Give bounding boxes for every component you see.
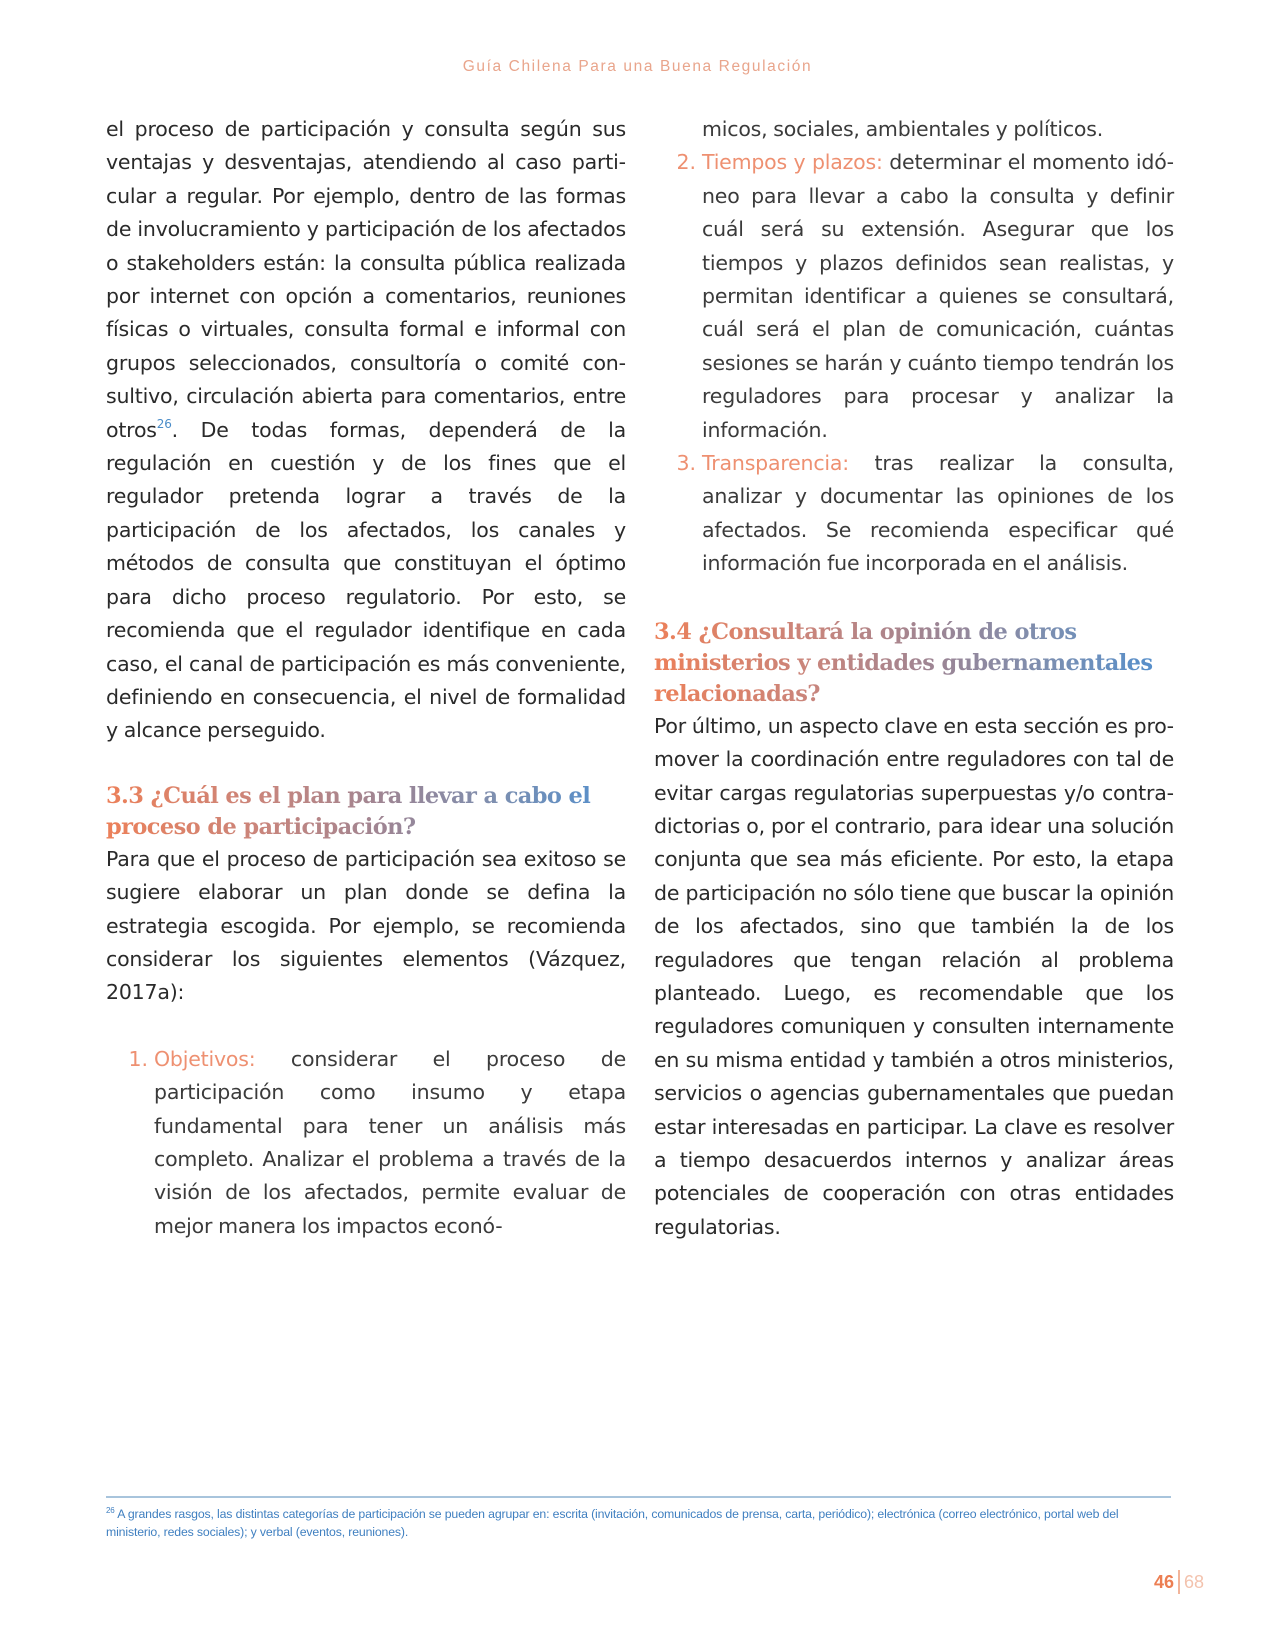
list-term: Tiempos y plazos:	[702, 150, 883, 175]
page-number	[1154, 1570, 1204, 1594]
left-column	[106, 113, 626, 1243]
list-term: Transparencia:	[702, 451, 849, 476]
section-3-4-heading: 3.4 ¿Consultará la opinión de otros ministerios y entidades gubernamentales relacionadas?	[654, 617, 1174, 710]
section-3-3-paragraph: Para que el proceso de participación sea exitoso se sugiere elaborar un plan donde se defina la estrategia escogida. Por ejemplo, se recomienda considerar los siguientes elementos (Vázquez, 2017a):	[106, 846, 626, 1005]
list-item-objetivos	[106, 1043, 626, 1243]
list-number: 3.	[676, 451, 696, 476]
running-header: Guía Chilena Para una Buena Regulación	[462, 58, 813, 75]
right-column	[654, 113, 1174, 1244]
intro-paragraph	[106, 113, 626, 748]
list-text: micos, sociales, ambientales y políticos.	[702, 117, 1104, 141]
footnote-text: A grandes rasgos, las distintas categorías de participación se pueden agrupar en: escrita (invitación, comunicados de prensa, carta, periódico); electrónica (correo electrónico, portal web del ministerio, redes sociales); y verbal (eventos, reuniones).	[106, 1507, 1119, 1539]
list-item-tiempos-y-plazos	[654, 146, 1174, 447]
list-text: considerar el proceso de participación como insumo y etapa fundamental para tener un análisis más completo. Analizar el problema a través de la visión de los afectados, permite evaluar de mejor manera los impactos econó-	[154, 1046, 626, 1238]
intro-text: el proceso de participación y consulta según sus ventajas y desventajas, atendiendo al caso particular a regular. Por ejemplo, dentro de las formas de involucramiento y participación de los afectados o stakeholders están: la consulta pública realizada por internet con opción a comentarios, reuniones físicas o virtuales, consulta formal e informal con grupos seleccionados, consultoría o comité consultivo, circulación abierta para comentarios, entre otros	[106, 117, 626, 442]
footnote-divider	[106, 1496, 1171, 1498]
footnote-number: 26	[106, 1506, 115, 1515]
intro-text-continued: . De todas formas, dependerá de la regulación en cuestión y de los fines que el regulador pretenda lograr a través de la participación de los afectados, los canales y métodos de consulta que constituyan el óptimo para dicho proceso regulatorio. Por esto, se recomienda que el regulador identifique en cada caso, el canal de participación es más conveniente, definiendo en consecuencia, el nivel de formalidad y alcance perseguido.	[106, 417, 626, 743]
list-term: Objetivos:	[154, 1046, 256, 1071]
section-3-3-heading: 3.3 ¿Cuál es el plan para llevar a cabo el proceso de participación?	[106, 781, 626, 843]
plan-elements-list	[106, 1043, 626, 1243]
list-text: tras realizar la consulta, analizar y documentar las opiniones de los afectados. Se recomienda especificar qué información fue incorporada en el análisis.	[702, 451, 1174, 576]
list-item-transparencia	[654, 447, 1174, 581]
list-item-objetivos-continued	[654, 113, 1174, 146]
list-number: 1.	[128, 1046, 148, 1071]
page-number-separator	[1178, 1570, 1180, 1594]
list-text: determinar el momento idóneo para llevar a cabo la consulta y definir cuál será su extensión. Asegurar que los tiempos y plazos definidos sean realistas, y permitan identificar a quienes se consultará, cuál será el plan de comunicación, cuántas sesiones se harán y cuánto tiempo tendrán los reguladores para procesar y analizar la información.	[702, 150, 1174, 442]
section-3-4-paragraph: Por último, un aspecto clave en esta sección es promover la coordinación entre reguladores con tal de evitar cargas regulatorias superpuestas y/o contradictorias o, por el contrario, para idear una solución conjunta que sea más eficiente. Por esto, la etapa de participación no sólo tiene que buscar la opinión de los afectados, sino que también la de los reguladores que tengan relación al problema planteado. Luego, es recomendable que los reguladores comuniquen y consulten internamente en su misma entidad y también a otros ministerios, servicios o agencias gubernamentales que puedan estar interesadas en participar. La clave es resolver a tiempo desacuerdos internos y analizar áreas potenciales de cooperación con otras entidades regulatorias.	[654, 713, 1174, 1239]
current-page: 46	[1154, 1571, 1175, 1592]
plan-elements-list-continued	[654, 113, 1174, 581]
footnote-26	[106, 1506, 1174, 1541]
list-number: 2.	[676, 150, 696, 175]
total-pages: 68	[1184, 1571, 1205, 1592]
footnote-reference[interactable]: 26	[156, 416, 172, 431]
